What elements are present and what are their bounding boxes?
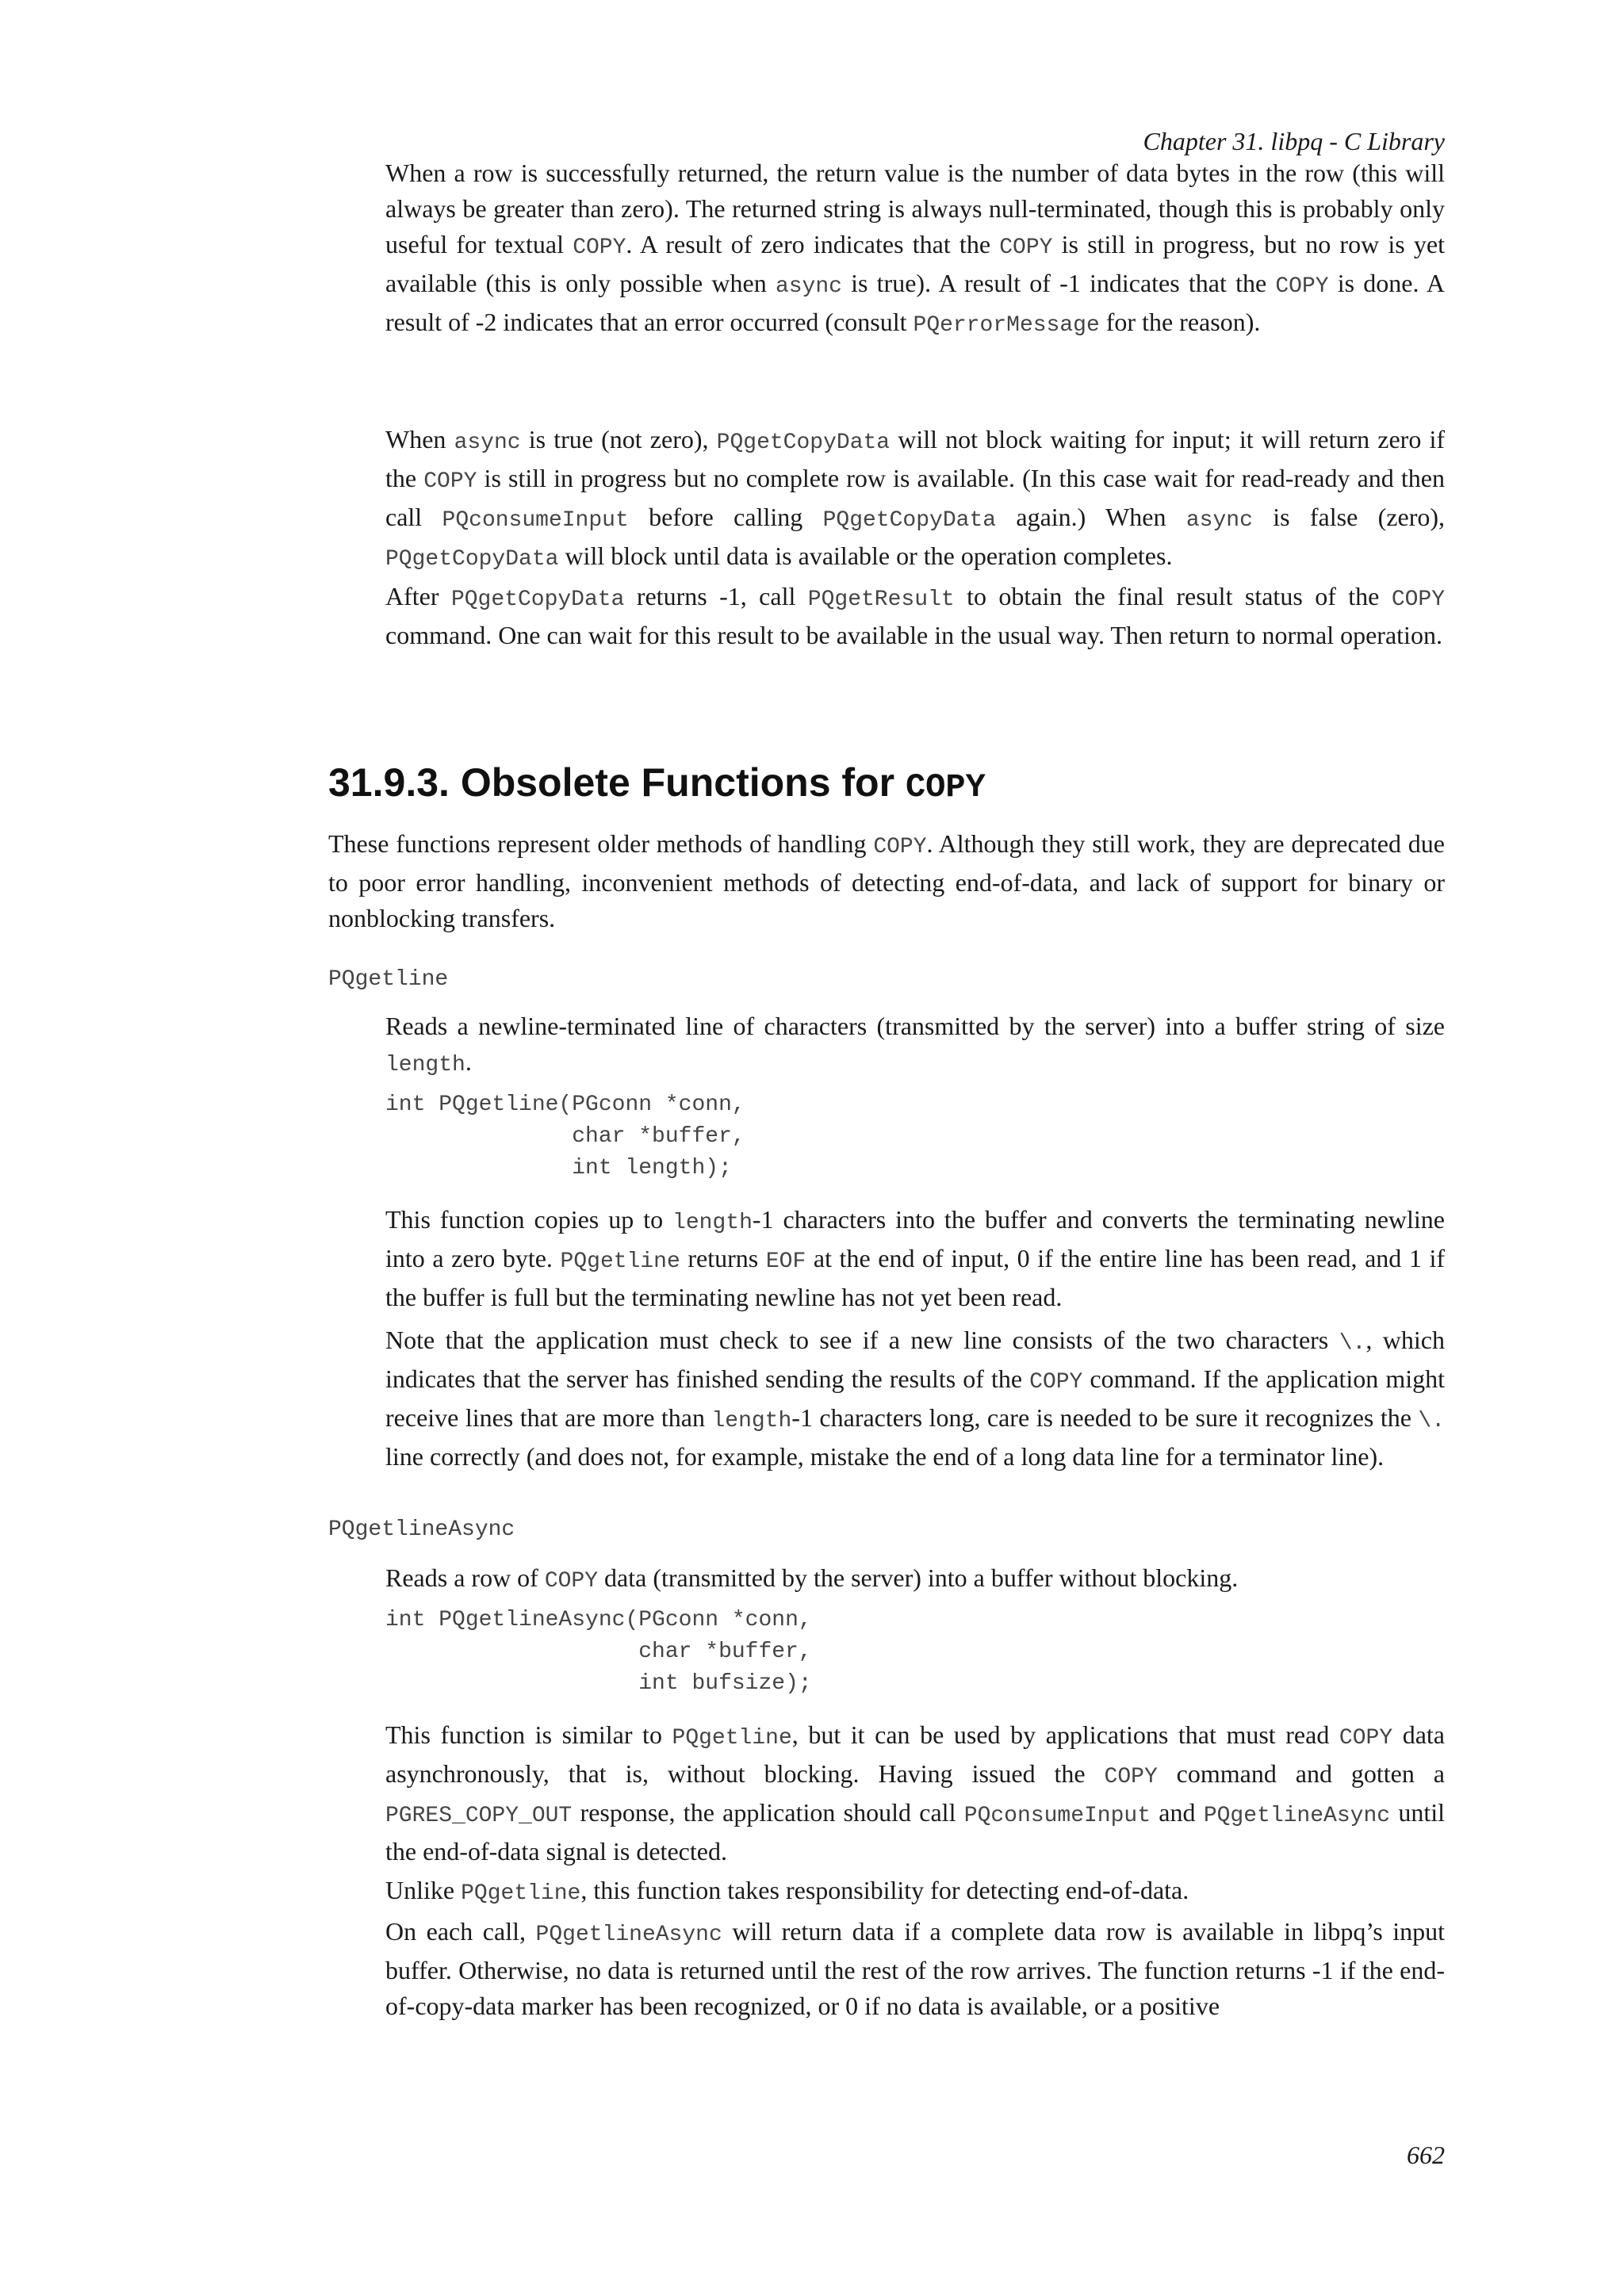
text-run: Note that the application must check to see if a new line consists of the two characters bbox=[385, 1326, 1339, 1354]
paragraph-pqgetline-note bbox=[385, 1322, 1445, 1475]
section-title: Obsolete Functions for bbox=[460, 760, 895, 805]
paragraph-after-copy bbox=[385, 579, 1445, 653]
inline-code: COPY bbox=[573, 235, 626, 260]
text-run: data (transmitted by the server) into a buffer without blocking. bbox=[598, 1563, 1239, 1592]
text-run: is true (not zero), bbox=[520, 425, 717, 453]
inline-code: COPY bbox=[544, 1569, 599, 1594]
text-run: , this function takes responsibility for detecting end-of-data. bbox=[580, 1876, 1189, 1904]
paragraph-pqgetline-desc bbox=[385, 1008, 1445, 1083]
text-run: These functions represent older methods of handling bbox=[328, 829, 874, 858]
text-run: to obtain the final result status of the bbox=[954, 582, 1392, 610]
inline-code: PQgetCopyData bbox=[716, 430, 891, 455]
text-run: command. One can wait for this result to be available in the usual way. Then return to normal operation. bbox=[385, 621, 1442, 649]
text-run: This function is similar to bbox=[385, 1720, 672, 1749]
inline-code: async bbox=[775, 274, 842, 299]
inline-code: \. bbox=[1418, 1409, 1446, 1433]
inline-code: PQgetline bbox=[672, 1726, 792, 1751]
inline-code: COPY bbox=[423, 469, 477, 494]
inline-code: COPY bbox=[1391, 587, 1446, 612]
text-run: data asynchronously, that is, without blocking. Having issued the bbox=[385, 1720, 1446, 1788]
paragraph-pqgetlineasync-each-call bbox=[385, 1914, 1445, 2024]
text-run: . A result of zero indicates that the bbox=[626, 230, 1000, 258]
text-run: When a row is successfully returned, the return value is the number of data bytes in the row (this will always be greater than zero). The returned string is always null-terminated, though this is probably only useful for textual bbox=[385, 159, 1445, 258]
inline-code: PQconsumeInput bbox=[963, 1804, 1151, 1828]
text-run: returns bbox=[680, 1244, 766, 1272]
inline-code: \. bbox=[1339, 1331, 1366, 1356]
text-run: This function copies up to bbox=[385, 1205, 673, 1234]
text-run: is still in progress but no complete row is available. (In this case wait for read-ready and then call bbox=[385, 464, 1446, 531]
text-run: Reads a row of bbox=[385, 1563, 545, 1592]
inline-code: PQgetCopyData bbox=[385, 547, 559, 572]
section-heading bbox=[328, 760, 986, 806]
inline-code: PQconsumeInput bbox=[442, 508, 629, 533]
term-pqgetlineasync: PQgetlineAsync bbox=[328, 1517, 515, 1542]
inline-code: length bbox=[672, 1211, 753, 1235]
text-run: returns -1, call bbox=[624, 582, 808, 610]
inline-code: async bbox=[1185, 508, 1253, 533]
paragraph-pqgetlineasync-similar bbox=[385, 1717, 1445, 1869]
inline-code: PQgetline bbox=[461, 1881, 581, 1906]
inline-code: COPY bbox=[999, 235, 1053, 260]
text-run: is true). A result of -1 indicates that the bbox=[841, 269, 1276, 297]
text-run: and bbox=[1151, 1798, 1204, 1827]
text-run: -1 characters into the buffer and converts the terminating newline into a zero byte. bbox=[385, 1205, 1446, 1272]
section-number: 31.9.3. bbox=[328, 760, 450, 805]
text-run: , but it can be used by applications that must read bbox=[791, 1720, 1339, 1749]
text-run: . Although they still work, they are deprecated due to poor error handling, inconvenient methods of detecting end-of-data, and lack of support for binary or nonblocking transfers. bbox=[328, 829, 1446, 932]
code-pqgetline-signature: int PQgetline(PGconn *conn, char *buffer, int length); bbox=[385, 1093, 745, 1181]
inline-code: PQgetCopyData bbox=[450, 587, 625, 612]
paragraph-pqgetlineasync-desc bbox=[385, 1560, 1445, 1599]
term-pqgetline: PQgetline bbox=[328, 967, 449, 992]
inline-code: COPY bbox=[1339, 1726, 1393, 1751]
text-run: will return data if a complete data row is available in libpq’s input buffer. Otherwise, no data is returned until the rest of the row arrives. The function returns -1 if the end-of-copy-data marker has been recognized, or 0 if no data is available, or a positive bbox=[385, 1917, 1446, 2020]
text-run: -1 characters long, care is needed to be sure it recognizes the bbox=[791, 1403, 1419, 1432]
text-run: Reads a newline-terminated line of characters (transmitted by the server) into a buffer string of size bbox=[385, 1012, 1445, 1040]
text-run: . bbox=[465, 1047, 472, 1076]
inline-code: COPY bbox=[1029, 1370, 1083, 1395]
text-run: until the end-of-data signal is detected. bbox=[385, 1798, 1446, 1866]
text-run: for the reason). bbox=[1099, 308, 1261, 336]
text-run: After bbox=[385, 582, 451, 610]
text-run: is still in progress, but no row is yet available (this is only possible when bbox=[385, 230, 1446, 297]
running-header: Chapter 31. libpq - C Library bbox=[1143, 127, 1445, 155]
text-run: command and gotten a bbox=[1157, 1759, 1446, 1788]
inline-code: async bbox=[454, 430, 521, 455]
text-run: is false (zero), bbox=[1252, 503, 1446, 531]
text-run: When bbox=[385, 425, 454, 453]
text-run: Unlike bbox=[385, 1876, 462, 1904]
text-run: , which indicates that the server has finished sending the results of the bbox=[385, 1326, 1446, 1393]
text-run: again.) When bbox=[996, 503, 1186, 531]
text-run: at the end of input, 0 if the entire line has been read, and 1 if the buffer is full but the terminating newline has not yet been read. bbox=[385, 1244, 1446, 1311]
paragraph-pqgetlineasync-unlike bbox=[385, 1873, 1445, 1911]
inline-code: PQgetCopyData bbox=[822, 508, 997, 533]
page-number: 662 bbox=[1407, 2141, 1445, 2169]
inline-code: PGRES_COPY_OUT bbox=[385, 1804, 573, 1828]
inline-code: length bbox=[711, 1409, 792, 1433]
inline-code: COPY bbox=[1104, 1765, 1158, 1789]
inline-code: COPY bbox=[1275, 274, 1329, 299]
text-run: before calling bbox=[628, 503, 823, 531]
paragraph-async-behavior bbox=[385, 422, 1445, 577]
text-run: will block until data is available or the operation completes. bbox=[558, 541, 1173, 570]
inline-code: COPY bbox=[873, 835, 927, 859]
code-pqgetlineasync-signature: int PQgetlineAsync(PGconn *conn, char *buffer, int bufsize); bbox=[385, 1608, 812, 1696]
text-run: will not block waiting for input; it will return zero if the bbox=[385, 425, 1446, 492]
paragraph-copy-return-value bbox=[385, 155, 1445, 343]
section-title-code: COPY bbox=[905, 768, 986, 806]
inline-code: PQgetlineAsync bbox=[535, 1923, 722, 1947]
paragraph-pqgetline-copies bbox=[385, 1202, 1445, 1315]
inline-code: PQgetlineAsync bbox=[1203, 1804, 1391, 1828]
text-run: command. If the application might receive lines that are more than bbox=[385, 1364, 1446, 1432]
text-run: On each call, bbox=[385, 1917, 536, 1946]
inline-code: EOF bbox=[765, 1249, 806, 1274]
paragraph-section-lead bbox=[328, 826, 1445, 936]
inline-code: PQerrorMessage bbox=[913, 313, 1100, 338]
inline-code: length bbox=[385, 1053, 465, 1077]
inline-code: PQgetline bbox=[560, 1249, 680, 1274]
text-run: is done. A result of -2 indicates that an error occurred (consult bbox=[385, 269, 1446, 336]
inline-code: PQgetResult bbox=[807, 587, 955, 612]
text-run: line correctly (and does not, for example, mistake the end of a long data line for a terminator line). bbox=[385, 1442, 1385, 1471]
text-run: response, the application should call bbox=[572, 1798, 964, 1827]
